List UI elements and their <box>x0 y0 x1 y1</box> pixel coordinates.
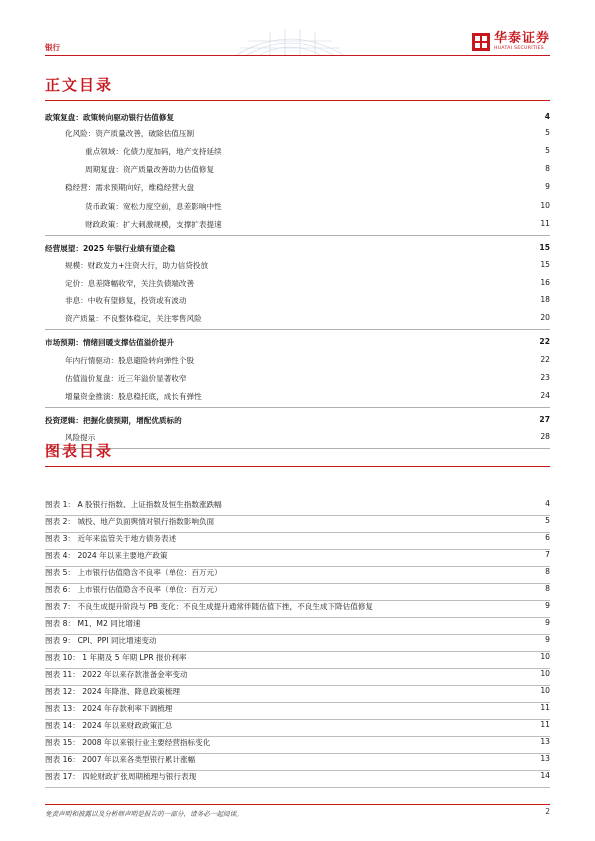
footer-disclaimer: 免责声明和披露以及分析师声明是报告的一部分，请务必一起阅读。 <box>45 810 243 818</box>
toc-entry-title: 稳经营：需求预期向好，维稳经营大盘 <box>65 183 195 192</box>
figure-entry-page: 10 <box>540 652 550 661</box>
toc-entry[interactable] <box>45 295 550 311</box>
figure-entry[interactable] <box>45 686 550 703</box>
figure-entry[interactable] <box>45 669 550 686</box>
figure-entry-page: 10 <box>540 686 550 695</box>
toc-entry[interactable] <box>45 432 550 449</box>
figure-entry-page: 13 <box>540 754 550 763</box>
toc-entry[interactable] <box>45 128 550 144</box>
figure-entry-page: 9 <box>545 635 550 644</box>
page-header <box>0 0 595 60</box>
footer-rule <box>45 804 550 805</box>
figure-entry-page: 5 <box>545 516 550 525</box>
toc-entry-title: 政策复盘：政策转向驱动银行估值修复 <box>45 113 175 122</box>
huatai-logo <box>472 32 550 52</box>
toc-entry-page: 23 <box>540 373 550 382</box>
toc-entry-title: 资产质量：不良整体稳定，关注零售风险 <box>65 314 202 323</box>
figure-entry[interactable] <box>45 567 550 584</box>
figure-entry-title: 图表 3： 近年来监管关于地方债务表述 <box>45 534 177 543</box>
globe-watermark-icon <box>230 28 350 58</box>
sector-label: 银行 <box>45 43 60 52</box>
figure-entry-page: 14 <box>540 771 550 780</box>
figure-entry-page: 10 <box>540 669 550 678</box>
toc-entry-page: 16 <box>540 278 550 287</box>
figure-entry[interactable] <box>45 516 550 533</box>
toc-entry-page: 24 <box>540 391 550 400</box>
toc-entry-title: 风险提示 <box>65 433 96 442</box>
figure-entry-title: 图表 14： 2024 年以来财政政策汇总 <box>45 721 173 730</box>
logo-chinese-name: 华泰证券 <box>494 31 551 46</box>
figure-entry-page: 6 <box>545 533 550 542</box>
figure-entry[interactable] <box>45 635 550 652</box>
figure-entry-title: 图表 9： CPI、PPI 同比增速变动 <box>45 636 157 645</box>
figure-entry[interactable] <box>45 533 550 550</box>
toc-entry-title: 非息：中收有望修复，投资或有波动 <box>65 296 187 305</box>
toc-entry-title: 年内行情驱动：股息避险转向弹性个股 <box>65 356 195 365</box>
toc-entry[interactable] <box>45 313 550 330</box>
toc-entry-page: 8 <box>545 164 550 173</box>
figure-entry-page: 11 <box>540 720 550 729</box>
toc-entry-title: 经营展望：2025 年银行业绩有望企稳 <box>45 244 176 253</box>
figure-entry-title: 图表 6： 上市银行估值隐含不良率（单位：百万元） <box>45 585 222 594</box>
toc-entry-title: 重点领域：化债力度加码，地产支持延续 <box>85 147 222 156</box>
figures-title-rule <box>45 466 550 467</box>
figure-entry[interactable] <box>45 618 550 635</box>
toc-entry-page: 9 <box>545 182 550 191</box>
figure-entry[interactable] <box>45 737 550 754</box>
toc-entry[interactable] <box>45 355 550 371</box>
page-number: 2 <box>545 807 550 816</box>
figure-entry-title: 图表 15： 2008 年以来银行业主要经营指标变化 <box>45 738 211 747</box>
toc-entry-page: 22 <box>539 337 550 346</box>
toc-entry-title: 化风险：资产质量改善，破除估值压制 <box>65 129 195 138</box>
figure-entry-page: 7 <box>545 550 550 559</box>
figure-entry-title: 图表 2： 城投、地产负面舆情对银行指数影响负面 <box>45 517 215 526</box>
toc-entry[interactable] <box>45 278 550 294</box>
toc-entry[interactable] <box>45 182 550 198</box>
logo-english-name: HUATAI SECURITIES <box>494 46 545 51</box>
toc-entry[interactable] <box>45 146 550 162</box>
toc-entry-page: 18 <box>540 295 550 304</box>
figure-entry-title: 图表 5： 上市银行估值隐含不良率（单位：百万元） <box>45 568 222 577</box>
toc-entry-title: 财政政策：扩大刺激规模，支撑扩表提速 <box>85 220 222 229</box>
figure-entry-page: 11 <box>540 703 550 712</box>
figure-entry-title: 图表 11： 2022 年以来存款准备金率变动 <box>45 670 188 679</box>
figure-entry-page: 8 <box>545 567 550 576</box>
toc-entry[interactable] <box>45 373 550 389</box>
figure-entry[interactable] <box>45 550 550 567</box>
figure-entry-title: 图表 4： 2024 年以来主要地产政策 <box>45 551 168 560</box>
toc-entry-title: 周期复盘：资产质量改善助力估值修复 <box>85 165 215 174</box>
figure-entry-title: 图表 17： 四轮财政扩张周期梳理与银行表现 <box>45 772 197 781</box>
toc-entry[interactable] <box>45 201 550 217</box>
toc-title: 正文目录 <box>45 76 114 94</box>
figure-entry-page: 8 <box>545 584 550 593</box>
toc-entry-title: 增量资金推演：股息稳托底，成长有弹性 <box>65 392 202 401</box>
toc-entry[interactable] <box>45 219 550 236</box>
figure-entry-page: 13 <box>540 737 550 746</box>
figure-entry-title: 图表 7： 不良生成提升阶段与 PB 变化：不良生成提升通常伴随估值下挫，不良生成下降估值修复 <box>45 602 374 611</box>
figure-entry-title: 图表 10： 1 年期及 5 年期 LPR 报价利率 <box>45 653 187 662</box>
toc-entry[interactable] <box>45 260 550 276</box>
toc-entry-page: 15 <box>540 260 550 269</box>
toc-entry-page: 22 <box>540 355 550 364</box>
toc-entry-page: 4 <box>544 112 550 121</box>
figure-entry-page: 9 <box>545 601 550 610</box>
toc-entry[interactable] <box>45 112 550 128</box>
figure-entry-title: 图表 16： 2007 年以来各类型银行累计涨幅 <box>45 755 196 764</box>
toc-entry-title: 规模：财政发力+注资大行，助力信贷投放 <box>65 261 209 270</box>
figure-entry[interactable] <box>45 652 550 669</box>
figure-entry[interactable] <box>45 771 550 788</box>
figure-entry-title: 图表 1： A 股银行指数、上证指数及恒生指数涨跌幅 <box>45 500 222 509</box>
toc-entry[interactable] <box>45 415 550 431</box>
toc-entry-page: 28 <box>540 432 550 441</box>
toc-entry-title: 估值溢价复盘：近三年溢价显著收窄 <box>65 374 187 383</box>
figure-entry[interactable] <box>45 703 550 720</box>
toc-entry-page: 15 <box>539 243 550 252</box>
toc-title-rule <box>45 100 550 101</box>
toc-entry-page: 5 <box>545 128 550 137</box>
figure-entry-page: 9 <box>545 618 550 627</box>
figures-title: 图表目录 <box>45 442 114 460</box>
figure-entry-title: 图表 12： 2024 年降准、降息政策梳理 <box>45 687 180 696</box>
figure-entry-title: 图表 8： M1、M2 同比增速 <box>45 619 141 628</box>
toc-entry-title: 定价：息差降幅收窄，关注负债端改善 <box>65 279 195 288</box>
toc-entry[interactable] <box>45 164 550 180</box>
header-rule <box>45 55 550 56</box>
figure-entry[interactable] <box>45 584 550 601</box>
toc-entry-page: 11 <box>540 219 550 228</box>
toc-entry-page: 10 <box>540 201 550 210</box>
toc-entry[interactable] <box>45 391 550 408</box>
toc-entry[interactable] <box>45 337 550 353</box>
toc-entry-page: 5 <box>545 146 550 155</box>
huatai-logo-mark-icon <box>472 33 490 51</box>
figure-entry[interactable] <box>45 499 550 516</box>
toc-entry[interactable] <box>45 243 550 259</box>
toc-entry-title: 货币政策：宽松力度空前，息差影响中性 <box>85 202 222 211</box>
figure-entry-page: 4 <box>545 499 550 508</box>
figure-entry[interactable] <box>45 754 550 771</box>
toc-entry-page: 20 <box>540 313 550 322</box>
toc-entry-title: 市场预期：情绪回暖支撑估值溢价提升 <box>45 338 175 347</box>
figure-entry[interactable] <box>45 601 550 618</box>
figure-entry[interactable] <box>45 720 550 737</box>
toc-entry-title: 投资逻辑：把握化债预期，增配优质标的 <box>45 416 182 425</box>
figure-entry-title: 图表 13： 2024 年存款利率下调梳理 <box>45 704 173 713</box>
toc-entry-page: 27 <box>539 415 550 424</box>
